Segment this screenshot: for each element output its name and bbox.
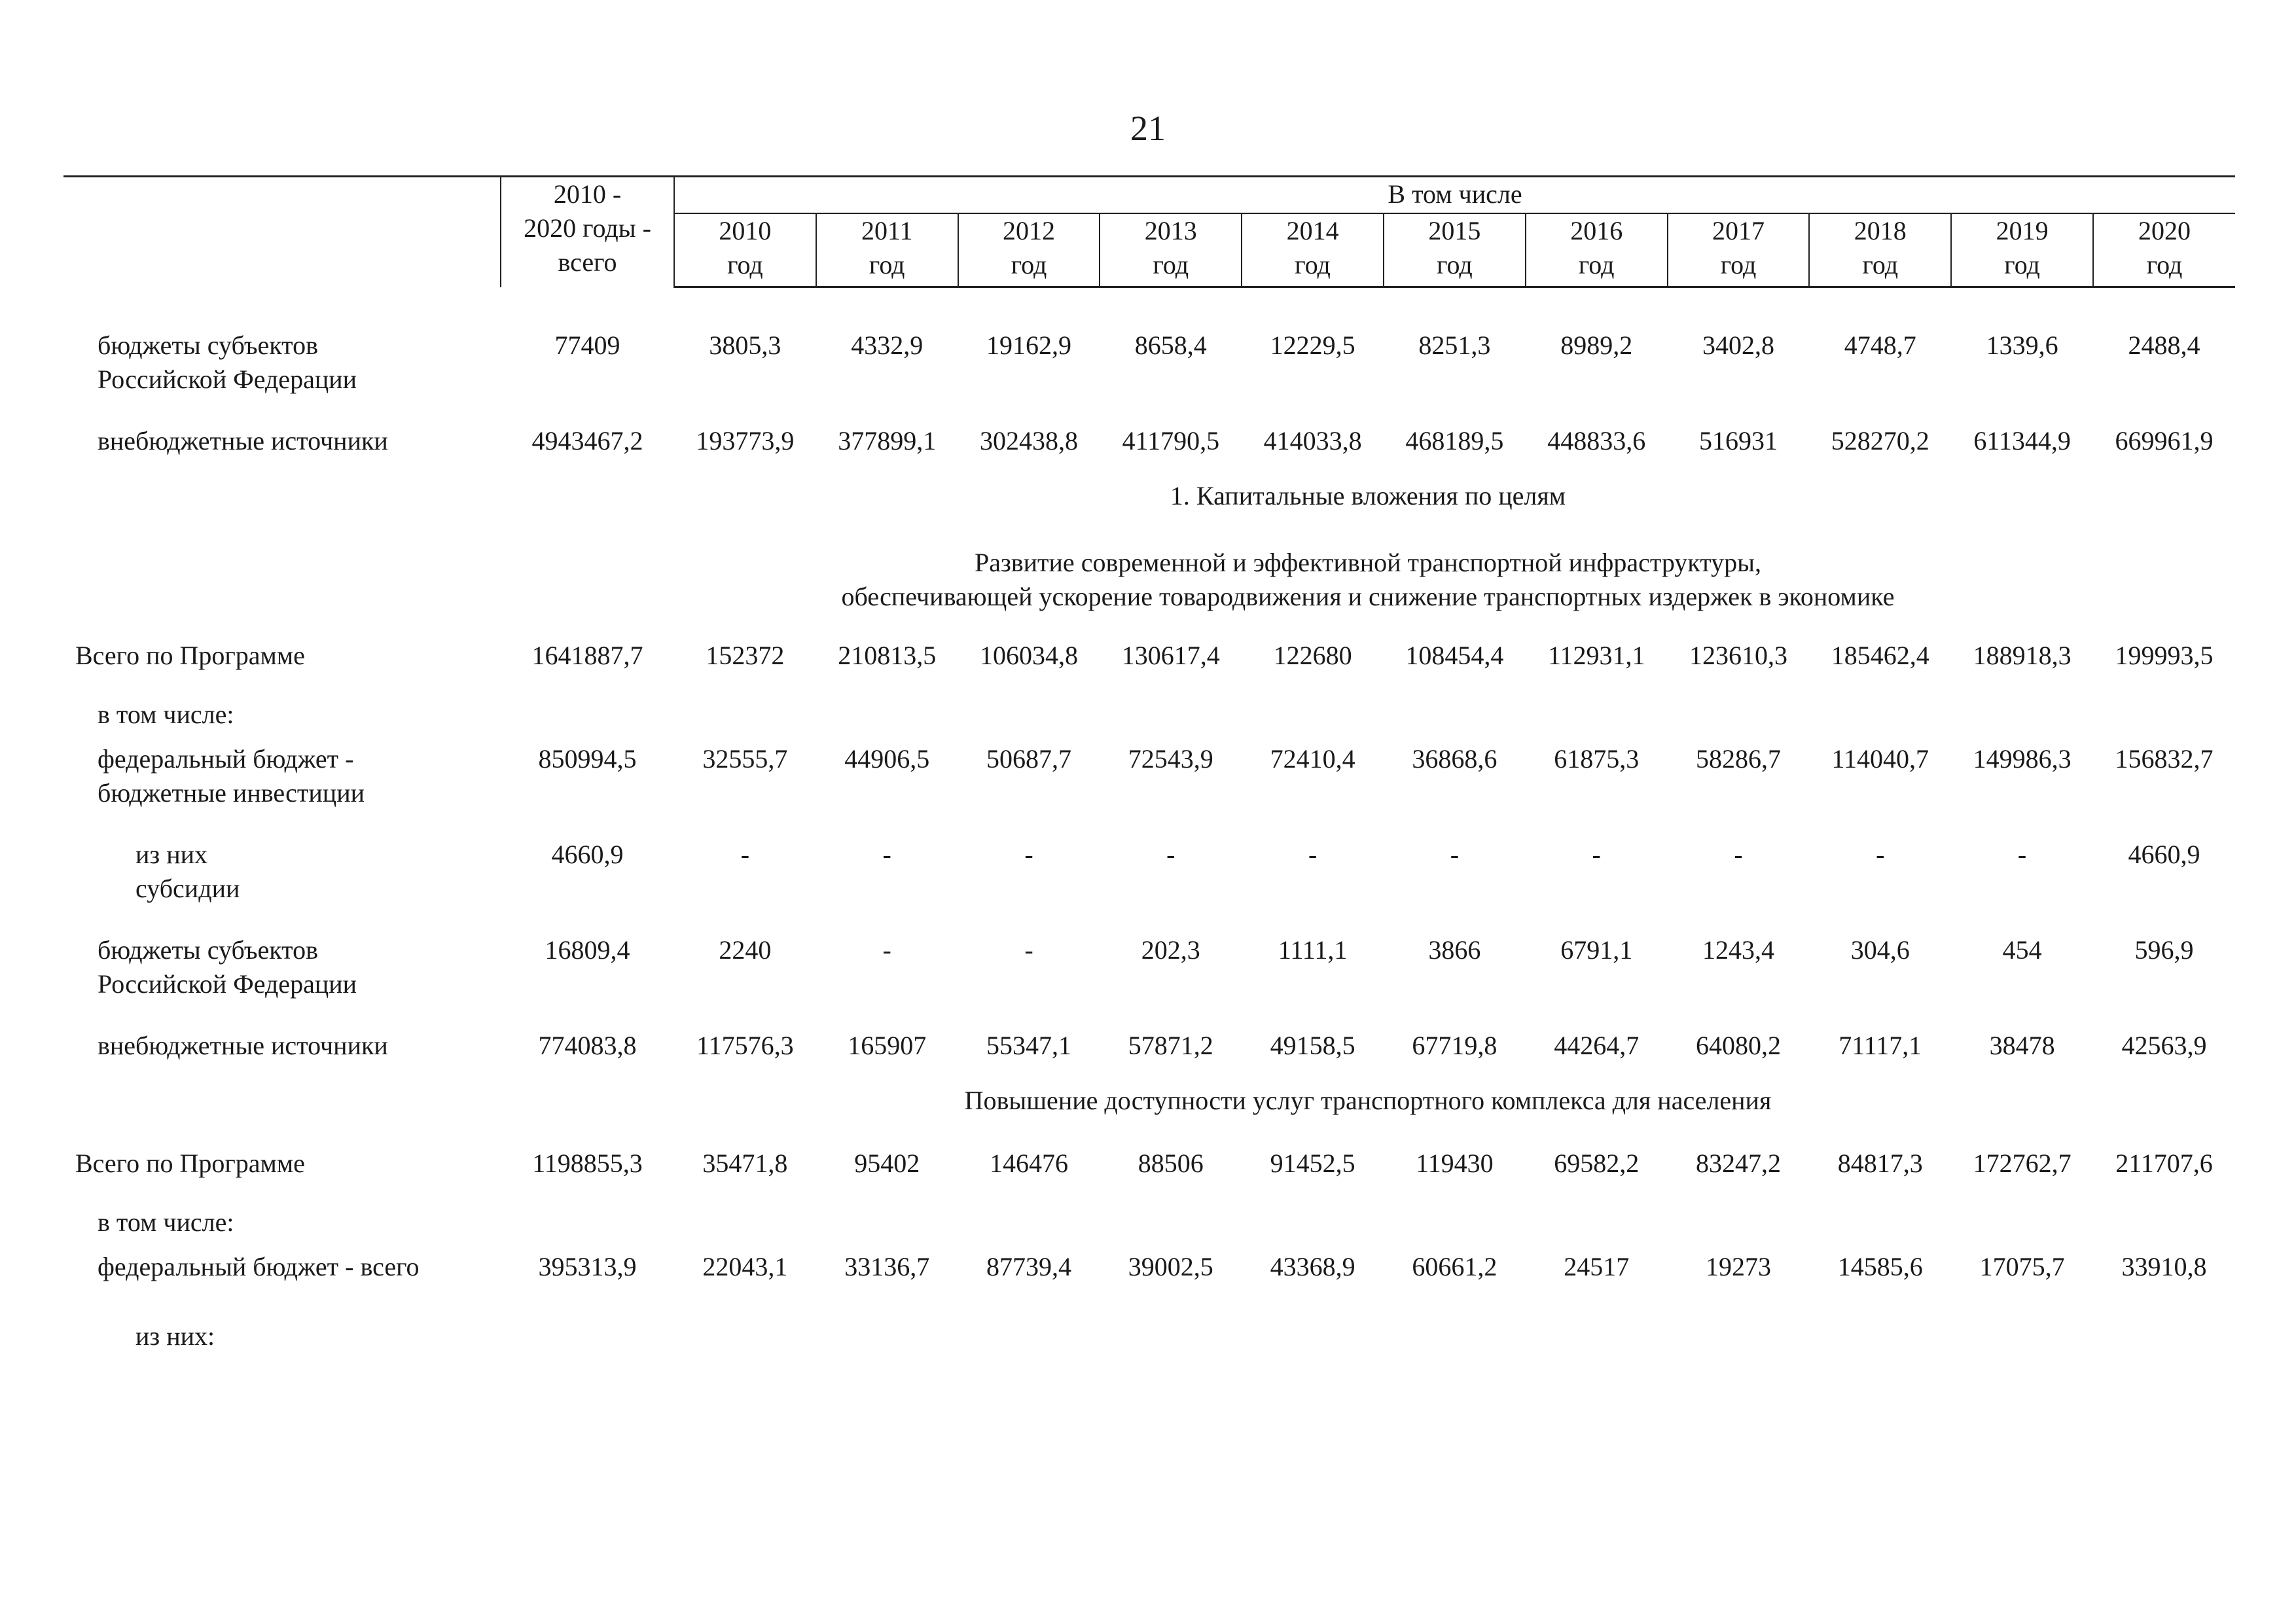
cell-year-2019: 17075,7 [1979,1252,2065,1281]
cell-year-2014: 1111,1 [1278,935,1348,965]
row-federal-budget-total [63,1250,2235,1284]
cell-total: 4943467,2 [531,426,643,455]
cell-year-2020: 156832,7 [2115,744,2214,774]
cell-year-2010: 193773,9 [696,426,795,455]
cell-year-2015: - [1450,840,1460,869]
row-label-line: в том числе: [98,700,234,729]
row-label-line: бюджетные инвестиции [98,778,365,808]
cell-year-2018 [1809,1319,1951,1353]
header-group-label: В том числе [674,177,2235,214]
heading-line: Развитие современной и эффективной транспортной инфраструктуры, [974,548,1762,577]
cell-year-2019 [1951,698,2093,732]
cell-total: 77409 [554,330,620,360]
cell-year-2020 [2093,1319,2235,1353]
cell-year-2013: 411790,5 [1122,426,1220,455]
cell-year-2014: 414033,8 [1263,426,1362,455]
cell-year-2015: 108454,4 [1405,641,1504,670]
cell-year-2011 [816,1205,958,1240]
cell-year-2020: 211707,6 [2115,1149,2213,1178]
page-number: 21 [1130,109,1166,148]
header-year-2010 [674,213,816,287]
cell-year-2017: 3402,8 [1702,330,1774,360]
cell-year-2017: 64080,2 [1695,1031,1781,1060]
cell-year-2012: 87739,4 [986,1252,1071,1281]
cell-year-2020: 199993,5 [2115,641,2214,670]
row-label-line: Всего по Программе [75,641,305,670]
row-including [63,1205,2235,1240]
row-label-line: субсидии [135,874,240,903]
header-year-suffix: год [1437,250,1473,279]
cell-total: 1641887,7 [531,641,643,670]
cell-year-2020: 42563,9 [2121,1031,2207,1060]
header-year-value: 2018 [1854,216,1907,245]
cell-year-2011 [816,698,958,732]
cell-year-2010: 117576,3 [696,1031,794,1060]
cell-year-2012 [958,1205,1100,1240]
header-year-suffix: год [869,250,905,279]
cell-year-2010: 2240 [719,935,772,965]
row-label-line: в том числе: [98,1207,234,1237]
cell-year-2013: 202,3 [1141,935,1200,965]
goal2-title-text [63,1084,2235,1118]
cell-year-2017: 516931 [1698,426,1778,455]
cell-total: 16809,4 [545,935,630,965]
cell-year-2016: 44264,7 [1554,1031,1640,1060]
header-year-value: 2013 [1144,216,1197,245]
cell-year-2013: 130617,4 [1121,641,1220,670]
heading-line: обеспечивающей ускорение товародвижения и снижение транспортных издержек в экономике [841,582,1895,611]
cell-year-2011: 4332,9 [851,330,924,360]
cell-year-2017: 83247,2 [1695,1149,1781,1178]
cell-year-2015: 60661,2 [1412,1252,1498,1281]
cell-year-2018: 84817,3 [1837,1149,1923,1178]
cell-year-2013 [1100,698,1242,732]
cell-year-2014 [1242,1205,1384,1240]
cell-year-2014: 91452,5 [1270,1149,1355,1178]
row-label-line: из них: [135,1321,215,1351]
cell-year-2018: 304,6 [1850,935,1910,965]
row-spacer [63,810,2235,838]
row-label [63,1250,501,1284]
header-year-value: 2019 [1996,216,2049,245]
cell-year-2016: 69582,2 [1554,1149,1640,1178]
cell-year-2010: 3805,3 [709,330,781,360]
row-regional-budgets [63,933,2235,1001]
cell-year-2019: 1339,6 [1986,330,2058,360]
header-total-line: 2010 - [553,179,622,209]
cell-total [501,1205,674,1240]
cell-year-2016 [1526,1205,1668,1240]
cell-year-2013 [1100,1319,1242,1353]
row-label-line: Российской Федерации [98,969,357,999]
cell-year-2015 [1384,698,1526,732]
cell-year-2011: - [882,935,891,965]
cell-year-2010: - [740,840,750,869]
cell-year-2015: 3866 [1428,935,1481,965]
row-spacer [63,673,2235,698]
header-year-value: 2017 [1712,216,1765,245]
cell-year-2011: 44906,5 [844,744,930,774]
goal1-title [63,546,2235,614]
header-total-cell [501,177,674,287]
cell-year-2019: 149986,3 [1973,744,2072,774]
row-spacer [63,458,2235,479]
cell-year-2019 [1951,1205,2093,1240]
cell-year-2015: 8251,3 [1418,330,1491,360]
row-spacer [63,1118,2235,1147]
cell-year-2012 [958,698,1100,732]
cell-year-2017: 123610,3 [1689,641,1787,670]
header-year-2012 [958,213,1100,287]
cell-year-2016: 8989,2 [1560,330,1633,360]
goal2-title [63,1084,2235,1118]
cell-year-2019: 188918,3 [1973,641,2072,670]
cell-year-2014: - [1308,840,1318,869]
section-title [63,479,2235,513]
header-year-suffix: год [1862,250,1899,279]
cell-year-2012 [958,1319,1100,1353]
row-spacer [63,1240,2235,1250]
row-spacer [63,1001,2235,1029]
cell-year-2018 [1809,1205,1951,1240]
cell-year-2015: 36868,6 [1412,744,1498,774]
row-spacer [63,1284,2235,1319]
header-total-line: 2020 годы - [524,213,651,243]
cell-year-2011: - [882,840,891,869]
goal1-title-text [63,546,2235,614]
cell-year-2020 [2093,1205,2235,1240]
cell-year-2014 [1242,1319,1384,1353]
cell-year-2018: 14585,6 [1837,1252,1923,1281]
header-year-2019 [1951,213,2093,287]
cell-year-2017: 19273 [1705,1252,1771,1281]
cell-year-2010: 152372 [706,641,785,670]
row-label-line: федеральный бюджет - [98,744,354,774]
row-federal-budget [63,742,2235,810]
row-including [63,698,2235,732]
row-spacer [63,397,2235,424]
row-label [63,1205,501,1240]
cell-year-2020: 669961,9 [2115,426,2214,455]
row-spacer [63,614,2235,639]
cell-total: 1198855,3 [532,1149,643,1178]
cell-year-2020: 596,9 [2134,935,2194,965]
header-year-value: 2014 [1286,216,1339,245]
header-year-value: 2016 [1570,216,1623,245]
cell-year-2020 [2093,698,2235,732]
cell-year-2015: 468189,5 [1405,426,1504,455]
cell-year-2010 [674,1319,816,1353]
cell-year-2016: 61875,3 [1554,744,1640,774]
row-label [63,329,501,397]
cell-year-2012: - [1024,935,1033,965]
cell-total: 4660,9 [551,840,624,869]
row-spacer [63,906,2235,933]
cell-year-2016: 112931,1 [1547,641,1645,670]
row-label [63,698,501,732]
row-label-line: Российской Федерации [98,365,357,394]
header-year-suffix: год [2146,250,2183,279]
row-spacer [63,1181,2235,1205]
cell-year-2011: 210813,5 [838,641,937,670]
cell-total: 774083,8 [538,1031,637,1060]
cell-year-2017: 1243,4 [1702,935,1774,965]
header-year-value: 2011 [861,216,913,245]
row-label [63,424,501,458]
cell-year-2019: 611344,9 [1973,426,2071,455]
header-total-line: всего [558,247,617,277]
header-year-value: 2015 [1428,216,1481,245]
header-year-2016 [1526,213,1668,287]
header-year-value: 2012 [1003,216,1055,245]
row-spacer [63,287,2235,329]
row-spacer [63,1063,2235,1084]
row-extrabudgetary [63,424,2235,458]
row-spacer [63,732,2235,742]
cell-year-2010: 35471,8 [702,1149,788,1178]
cell-year-2018 [1809,698,1951,732]
cell-year-2013: 88506 [1138,1149,1204,1178]
cell-year-2014: 12229,5 [1270,330,1355,360]
cell-year-2014: 122680 [1273,641,1352,670]
header-year-value: 2020 [2138,216,2191,245]
cell-year-2019: 454 [2002,935,2042,965]
row-label-line: внебюджетные источники [98,1031,388,1060]
cell-year-2013: 39002,5 [1128,1252,1213,1281]
cell-year-2013: 72543,9 [1128,744,1213,774]
cell-total: 850994,5 [538,744,637,774]
header-year-suffix: год [1578,250,1615,279]
cell-year-2012: - [1024,840,1033,869]
cell-year-2014: 43368,9 [1270,1252,1355,1281]
row-label-line: бюджеты субъектов [98,330,319,360]
cell-year-2018: 528270,2 [1831,426,1929,455]
header-year-2018 [1809,213,1951,287]
header-year-suffix: год [727,250,763,279]
cell-year-2012: 106034,8 [980,641,1078,670]
cell-year-2011: 165907 [848,1031,927,1060]
row-label-line: из них [135,840,208,869]
cell-year-2016: 6791,1 [1560,935,1633,965]
cell-year-2012: 19162,9 [986,330,1071,360]
row-label-line: внебюджетные источники [98,426,388,455]
cell-total [501,698,674,732]
cell-year-2020: 4660,9 [2128,840,2200,869]
header-year-2015 [1384,213,1526,287]
cell-year-2010 [674,698,816,732]
row-label-line: бюджеты субъектов [98,935,319,965]
cell-year-2010 [674,1205,816,1240]
cell-year-2016 [1526,1319,1668,1353]
cell-year-2016: 24517 [1564,1252,1630,1281]
cell-year-2010: 32555,7 [702,744,788,774]
cell-total [501,1319,674,1353]
row-label-line: федеральный бюджет - всего [98,1252,420,1281]
header-year-2013 [1100,213,1242,287]
cell-year-2012: 146476 [990,1149,1068,1178]
row-program-total [63,1147,2235,1181]
cell-year-2013: 8658,4 [1134,330,1207,360]
row-label [63,639,501,673]
cell-year-2011: 33136,7 [844,1252,930,1281]
cell-year-2014 [1242,698,1384,732]
cell-year-2014: 49158,5 [1270,1031,1355,1060]
header-year-suffix: год [1153,250,1189,279]
cell-year-2014: 72410,4 [1270,744,1355,774]
cell-year-2015: 67719,8 [1412,1031,1498,1060]
cell-year-2018: - [1876,840,1885,869]
cell-year-2016 [1526,698,1668,732]
header-year-2014 [1242,213,1384,287]
cell-year-2011 [816,1319,958,1353]
header-year-2017 [1668,213,1810,287]
budget-table [63,175,2235,1353]
row-of-which-subsidies [63,838,2235,906]
cell-year-2019: 172762,7 [1973,1149,2072,1178]
cell-year-2011: 95402 [854,1149,920,1178]
section-title-text [63,479,2235,513]
cell-year-2015 [1384,1319,1526,1353]
cell-year-2013 [1100,1205,1242,1240]
cell-year-2018: 71117,1 [1839,1031,1922,1060]
cell-year-2013: 57871,2 [1128,1031,1213,1060]
header-year-2011 [816,213,958,287]
cell-year-2013: - [1166,840,1175,869]
cell-year-2015: 119430 [1416,1149,1494,1178]
row-label [63,1319,501,1353]
header-year-suffix: год [2004,250,2040,279]
header-label-cell [63,177,501,287]
cell-year-2020: 2488,4 [2128,330,2200,360]
cell-year-2018: 4748,7 [1844,330,1916,360]
row-label-line: Всего по Программе [75,1149,305,1178]
row-of-which [63,1319,2235,1353]
table-header [63,177,2235,287]
row-label [63,838,501,906]
row-extrabudgetary [63,1029,2235,1063]
cell-year-2016: - [1592,840,1601,869]
cell-year-2017: - [1734,840,1743,869]
cell-year-2012: 55347,1 [986,1031,1071,1060]
header-year-suffix: год [1720,250,1757,279]
cell-year-2017: 58286,7 [1695,744,1781,774]
cell-year-2018: 114040,7 [1831,744,1929,774]
cell-year-2015 [1384,1205,1526,1240]
row-label [63,933,501,1001]
cell-year-2019: - [2017,840,2027,869]
row-label [63,742,501,810]
cell-year-2012: 50687,7 [986,744,1071,774]
cell-year-2017 [1668,1319,1810,1353]
cell-year-2017 [1668,1205,1810,1240]
row-label [63,1147,501,1181]
heading-line: 1. Капитальные вложения по целям [1170,481,1566,510]
header-year-suffix: год [1011,250,1047,279]
cell-year-2019 [1951,1319,2093,1353]
cell-year-2016: 448833,6 [1547,426,1646,455]
header-year-2020 [2093,213,2235,287]
cell-year-2020: 33910,8 [2121,1252,2207,1281]
cell-total: 395313,9 [538,1252,637,1281]
row-regional-budgets [63,329,2235,397]
row-program-total [63,639,2235,673]
cell-year-2010: 22043,1 [702,1252,788,1281]
cell-year-2018: 185462,4 [1831,641,1929,670]
row-spacer [63,513,2235,546]
header-year-value: 2010 [719,216,772,245]
cell-year-2017 [1668,698,1810,732]
header-year-suffix: год [1295,250,1331,279]
heading-line: Повышение доступности услуг транспортного комплекса для населения [964,1086,1772,1115]
cell-year-2019: 38478 [1989,1031,2055,1060]
cell-year-2011: 377899,1 [838,426,937,455]
row-label [63,1029,501,1063]
cell-year-2012: 302438,8 [980,426,1078,455]
